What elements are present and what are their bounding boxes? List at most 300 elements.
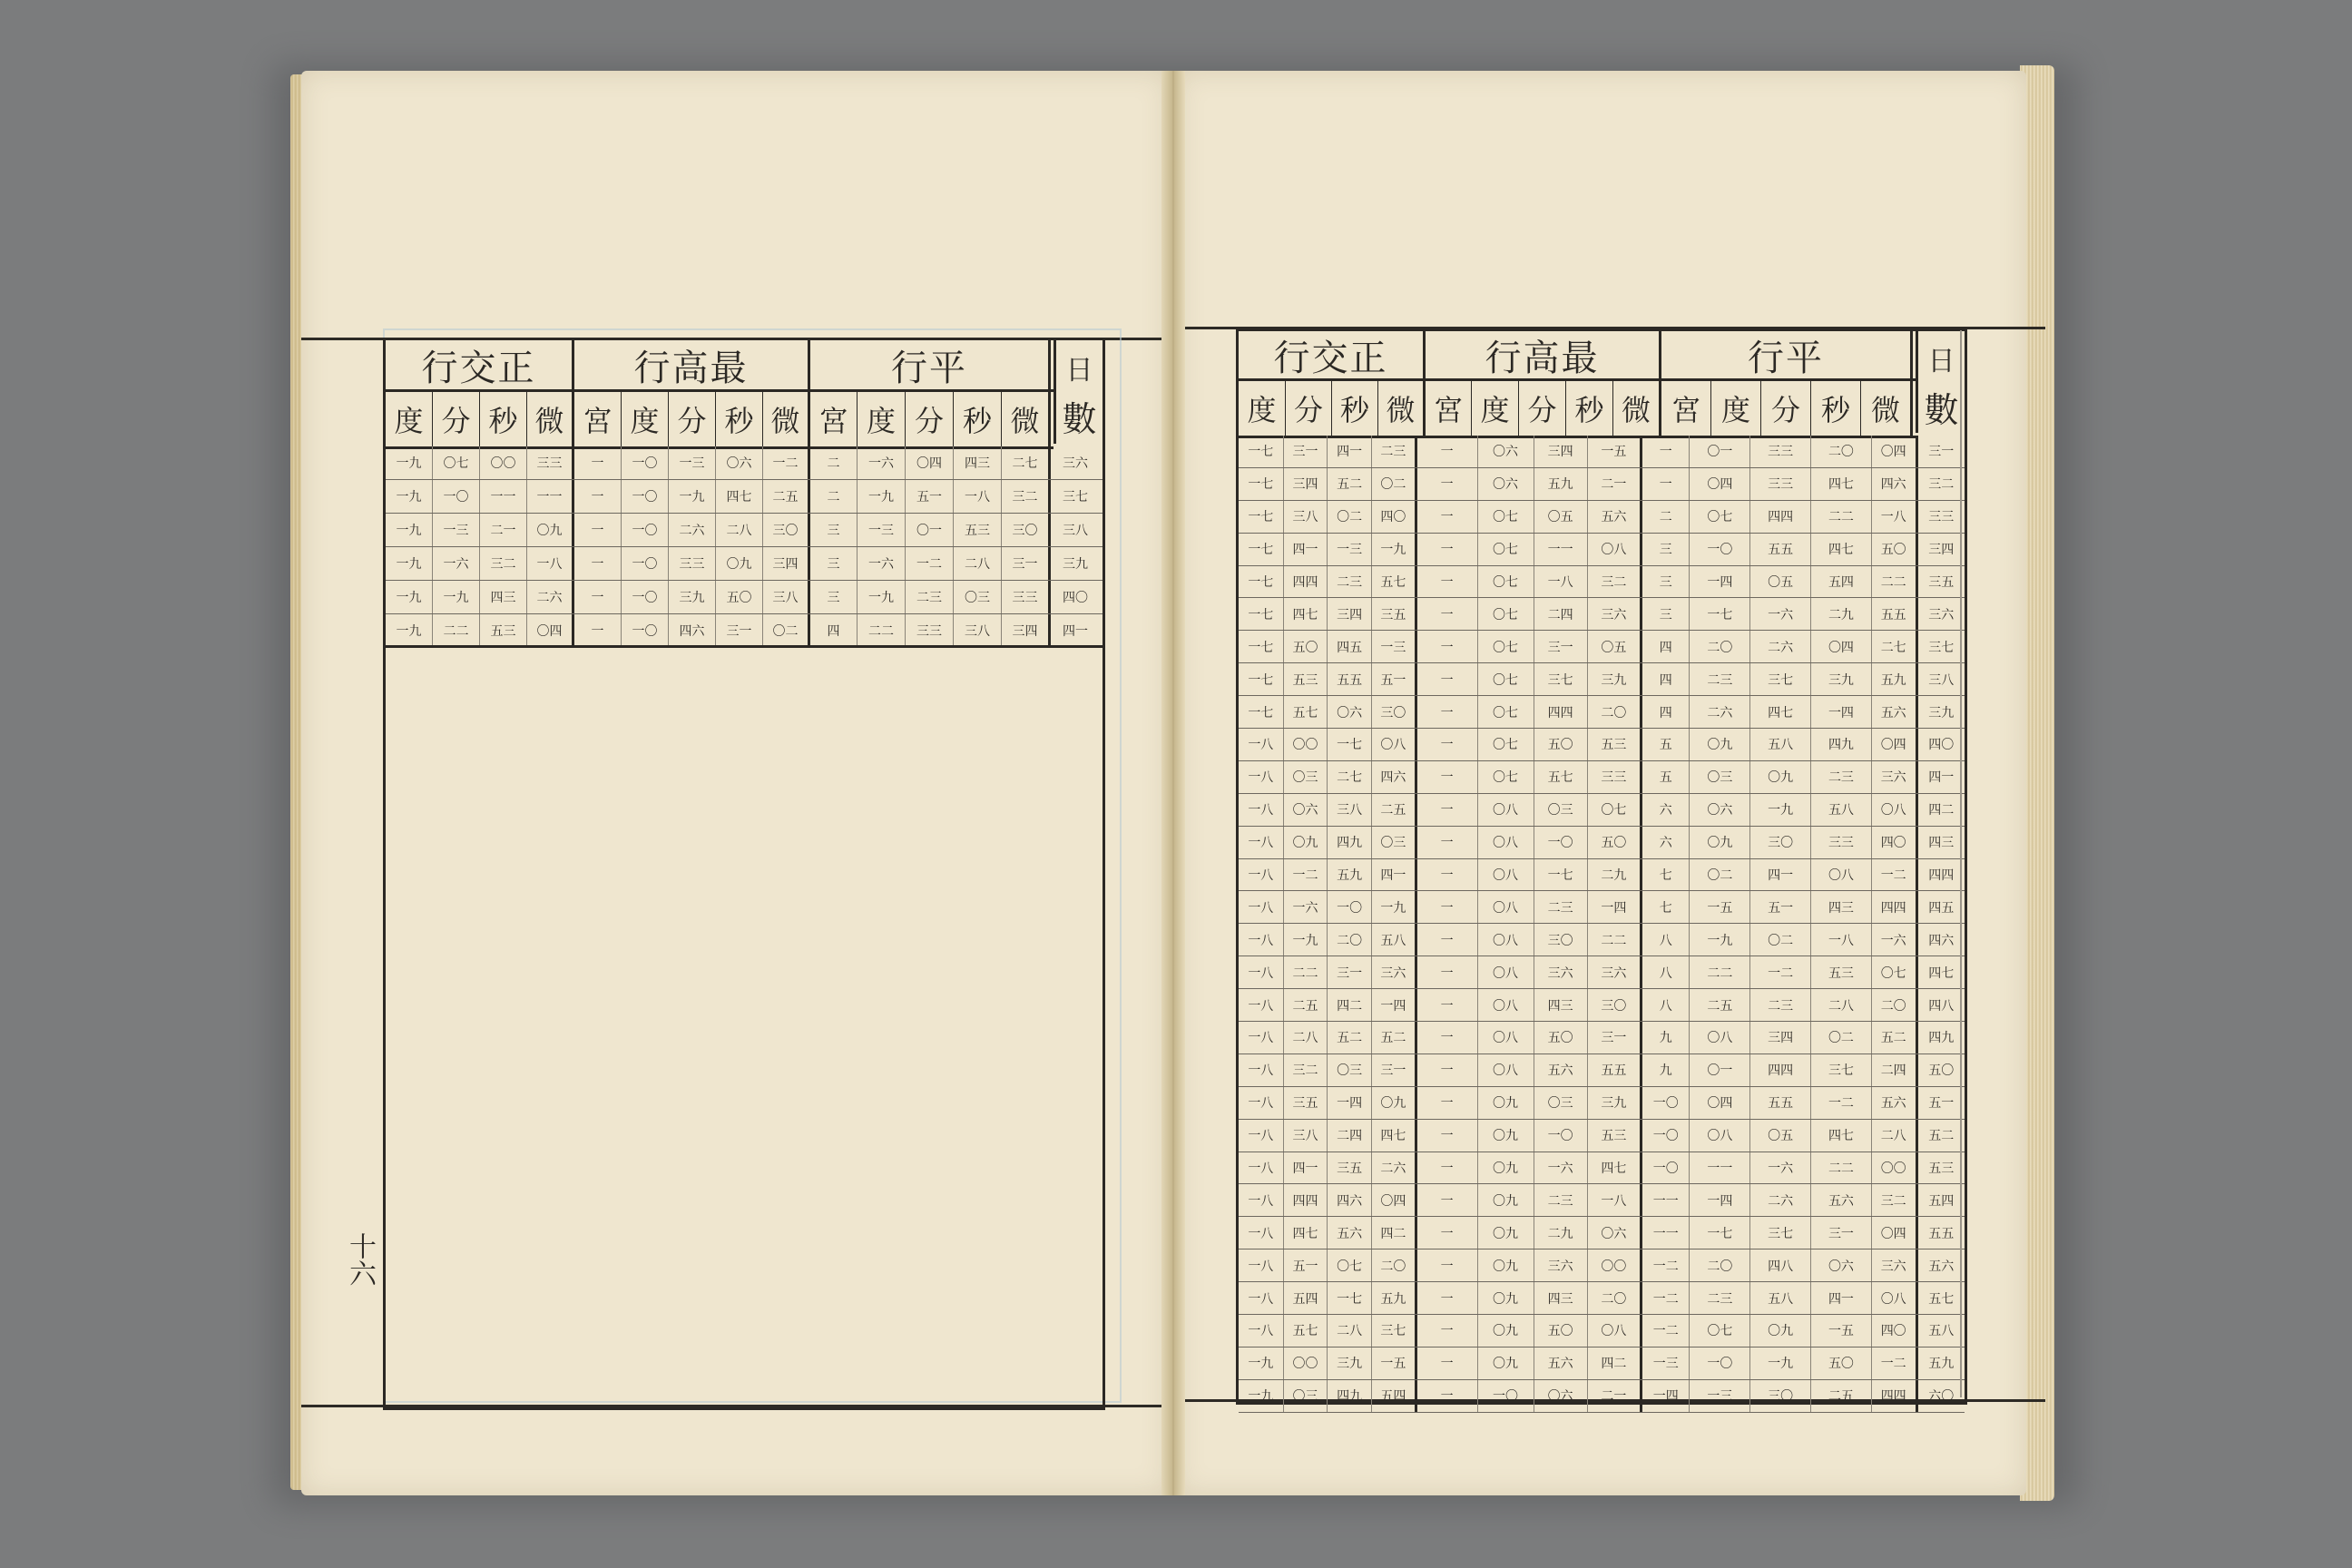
table-cell: 五八 bbox=[1750, 729, 1811, 760]
table-cell: 五五 bbox=[1750, 534, 1811, 565]
column-header: 度 bbox=[1472, 381, 1519, 436]
table-cell: 八 bbox=[1642, 924, 1690, 956]
table-cell: 〇八 bbox=[1478, 1054, 1534, 1086]
table-cell: 一〇 bbox=[622, 547, 669, 580]
table-cell: 五四 bbox=[1284, 1282, 1328, 1314]
table-cell: 五〇 bbox=[1811, 1348, 1872, 1379]
column-header: 微 bbox=[1613, 381, 1661, 436]
table-cell: 五五 bbox=[1328, 663, 1372, 695]
table-cell: 一 bbox=[1417, 1184, 1478, 1216]
table-cell: 一八 bbox=[1239, 729, 1284, 760]
table-cell: 二四 bbox=[1328, 1120, 1372, 1152]
group-title: 行交正 bbox=[421, 347, 536, 389]
table-cell: 〇四 bbox=[1690, 468, 1750, 500]
table-cell: 五二 bbox=[1328, 1022, 1372, 1054]
table-cell: 〇七 bbox=[1588, 794, 1642, 826]
table-cell: 一六 bbox=[1534, 1152, 1588, 1184]
day-label-2: 數 bbox=[1924, 390, 1959, 430]
table-cell: 一一 bbox=[1690, 1152, 1750, 1184]
column-header: 秒 bbox=[1566, 381, 1613, 436]
table-row bbox=[1239, 1348, 1965, 1380]
table-row bbox=[1239, 827, 1965, 859]
table-cell: 三二 bbox=[1588, 566, 1642, 598]
table-cell: 四六 bbox=[1328, 1184, 1372, 1216]
table-cell: 〇四 bbox=[527, 614, 574, 647]
column-header: 度 bbox=[858, 392, 906, 446]
table-cell: 三三 bbox=[1811, 827, 1872, 858]
table-cell: 〇八 bbox=[1478, 924, 1534, 956]
table-cell: 五九 bbox=[1872, 663, 1918, 695]
table-cell: 五〇 bbox=[1534, 729, 1588, 760]
table-cell: 〇八 bbox=[1478, 827, 1534, 858]
table-cell: 二七 bbox=[1328, 761, 1372, 793]
table-cell: 一八 bbox=[1239, 891, 1284, 923]
table-row bbox=[1239, 1282, 1965, 1315]
table-cell: 〇二 bbox=[1372, 468, 1417, 500]
table-cell: 〇六 bbox=[1284, 794, 1328, 826]
table-cell: 〇八 bbox=[1588, 534, 1642, 565]
column-header: 分 bbox=[1286, 381, 1332, 436]
table-cell: 五八 bbox=[1372, 924, 1417, 956]
table-cell: 一〇 bbox=[1642, 1120, 1690, 1152]
table-cell: 三九 bbox=[1328, 1348, 1372, 1379]
table-cell: 五一 bbox=[1284, 1250, 1328, 1281]
table-cell: 二〇 bbox=[1328, 924, 1372, 956]
table-cell: 二三 bbox=[1690, 663, 1750, 695]
table-cell: 五二 bbox=[1372, 1022, 1417, 1054]
table-cell: 一 bbox=[574, 514, 622, 546]
table-cell: 八 bbox=[1642, 989, 1690, 1021]
table-cell: 〇九 bbox=[1478, 1152, 1534, 1184]
table-cell: 二六 bbox=[1750, 631, 1811, 662]
table-cell: 一九 bbox=[1239, 1380, 1284, 1412]
table-cell: 一九 bbox=[1372, 891, 1417, 923]
table-cell: 三四 bbox=[1534, 436, 1588, 467]
day-number-cell: 三六 bbox=[1063, 456, 1088, 471]
table-cell: 一 bbox=[1417, 1380, 1478, 1412]
table-cell: 一八 bbox=[1239, 1120, 1284, 1152]
table-cell: 一七 bbox=[1328, 729, 1372, 760]
table-cell: 〇七 bbox=[1872, 956, 1918, 988]
table-cell: 一九 bbox=[858, 581, 906, 613]
table-cell: 〇三 bbox=[1284, 1380, 1328, 1412]
table-cell: 一九 bbox=[1372, 534, 1417, 565]
table-cell: 四四 bbox=[1872, 891, 1918, 923]
table-cell: 二一 bbox=[480, 514, 527, 546]
table-cell: 一四 bbox=[1811, 696, 1872, 728]
table-cell: 三 bbox=[1642, 566, 1690, 598]
table-cell: 一七 bbox=[1239, 534, 1284, 565]
table-cell: 一二 bbox=[1642, 1250, 1690, 1281]
day-number-cell: 五一 bbox=[1928, 1096, 1955, 1112]
table-cell: 〇九 bbox=[716, 547, 763, 580]
table-cell: 一七 bbox=[1328, 1282, 1372, 1314]
table-cell: 一 bbox=[1417, 891, 1478, 923]
table-cell: 一〇 bbox=[433, 480, 480, 513]
table-cell: 〇四 bbox=[1690, 1087, 1750, 1119]
table-cell: 一〇 bbox=[1690, 1348, 1750, 1379]
table-cell: 二九 bbox=[1588, 859, 1642, 891]
group-title: 行高最 bbox=[1485, 337, 1600, 379]
table-row bbox=[1239, 924, 1965, 956]
table-cell: 三〇 bbox=[1534, 924, 1588, 956]
table-cell: 〇九 bbox=[1478, 1250, 1534, 1281]
table-cell: 五〇 bbox=[1872, 534, 1918, 565]
table-cell: 〇七 bbox=[1478, 598, 1534, 630]
day-number-cell: 四八 bbox=[1928, 998, 1955, 1014]
table-cell: 一 bbox=[1417, 598, 1478, 630]
table-cell: 一 bbox=[1417, 534, 1478, 565]
table-cell: 一八 bbox=[1534, 566, 1588, 598]
table-cell: 一 bbox=[1417, 501, 1478, 533]
table-cell: 〇三 bbox=[1328, 1054, 1372, 1086]
table-cell: 二一 bbox=[1588, 1380, 1642, 1412]
table-row bbox=[1239, 729, 1965, 761]
table-cell: 〇四 bbox=[1872, 1217, 1918, 1249]
table-cell: 五五 bbox=[1750, 1087, 1811, 1119]
table-cell: 一一 bbox=[1534, 534, 1588, 565]
table-cell: 一 bbox=[1417, 436, 1478, 467]
table-cell: 一八 bbox=[1239, 859, 1284, 891]
column-header: 秒 bbox=[716, 392, 763, 446]
day-label-1: 日 bbox=[1927, 346, 1955, 377]
table-cell: 〇六 bbox=[1811, 1250, 1872, 1281]
day-number-cell: 三五 bbox=[1928, 575, 1955, 590]
table-cell: 五六 bbox=[1588, 501, 1642, 533]
table-cell: 二四 bbox=[1872, 1054, 1918, 1086]
table-cell: 四一 bbox=[1811, 1282, 1872, 1314]
left-header-groups bbox=[386, 340, 1051, 389]
table-cell: 一八 bbox=[1239, 1184, 1284, 1216]
table-cell: 三二 bbox=[480, 547, 527, 580]
table-cell: 二九 bbox=[1534, 1217, 1588, 1249]
table-cell: 四二 bbox=[1328, 989, 1372, 1021]
table-row bbox=[1239, 859, 1965, 892]
table-cell: 三六 bbox=[1872, 1250, 1918, 1281]
table-cell: 一四 bbox=[1328, 1087, 1372, 1119]
table-cell: 一〇 bbox=[622, 581, 669, 613]
table-cell: 四七 bbox=[1750, 696, 1811, 728]
table-cell: 〇三 bbox=[1534, 1087, 1588, 1119]
table-cell: 〇九 bbox=[1478, 1120, 1534, 1152]
table-cell: 三一 bbox=[1002, 547, 1051, 580]
table-cell: 一八 bbox=[1239, 1282, 1284, 1314]
table-cell: 〇七 bbox=[1690, 1315, 1750, 1347]
table-cell: 一一 bbox=[1642, 1217, 1690, 1249]
table-cell: 一 bbox=[1417, 956, 1478, 988]
table-cell: 六 bbox=[1642, 794, 1690, 826]
day-label-2: 數 bbox=[1062, 399, 1097, 439]
table-cell: 五二 bbox=[1872, 1022, 1918, 1054]
table-cell: 一九 bbox=[1750, 1348, 1811, 1379]
table-cell: 〇八 bbox=[1478, 989, 1534, 1021]
table-cell: 一 bbox=[1417, 761, 1478, 793]
table-row bbox=[1239, 891, 1965, 924]
table-row bbox=[1239, 794, 1965, 827]
left-table-body bbox=[386, 446, 1102, 648]
table-cell: 〇七 bbox=[1478, 696, 1534, 728]
column-header: 分 bbox=[1519, 381, 1566, 436]
table-cell: 四四 bbox=[1284, 566, 1328, 598]
table-cell: 二六 bbox=[669, 514, 716, 546]
table-cell: 一八 bbox=[1239, 761, 1284, 793]
column-header: 秒 bbox=[1811, 381, 1861, 436]
table-cell: 三 bbox=[810, 547, 858, 580]
table-cell: 一二 bbox=[1811, 1087, 1872, 1119]
table-cell: 五〇 bbox=[1284, 631, 1328, 662]
table-cell: 五一 bbox=[906, 480, 954, 513]
table-cell: 三八 bbox=[1328, 794, 1372, 826]
table-cell: 〇八 bbox=[1690, 1120, 1750, 1152]
table-cell: 四一 bbox=[1284, 1152, 1328, 1184]
table-cell: 四九 bbox=[1328, 1380, 1372, 1412]
table-cell: 三九 bbox=[669, 581, 716, 613]
table-cell: 〇六 bbox=[716, 446, 763, 479]
book-gutter bbox=[1161, 71, 1185, 1495]
table-cell: 一〇 bbox=[1534, 1120, 1588, 1152]
table-row bbox=[1239, 1315, 1965, 1348]
table-cell: 五三 bbox=[1588, 729, 1642, 760]
table-cell: 一二 bbox=[1284, 859, 1328, 891]
table-cell: 一 bbox=[1417, 729, 1478, 760]
table-cell: 〇九 bbox=[527, 514, 574, 546]
table-row bbox=[1239, 1184, 1965, 1217]
table-cell: 四三 bbox=[1811, 891, 1872, 923]
table-cell: 〇七 bbox=[1478, 501, 1534, 533]
table-cell: 一〇 bbox=[622, 446, 669, 479]
table-cell: 五九 bbox=[1328, 859, 1372, 891]
table-cell: 〇五 bbox=[1750, 1120, 1811, 1152]
table-cell: 〇九 bbox=[1690, 729, 1750, 760]
table-cell: 一〇 bbox=[1478, 1380, 1534, 1412]
column-header: 宮 bbox=[810, 392, 858, 446]
table-cell: 〇八 bbox=[1811, 859, 1872, 891]
table-cell: 三七 bbox=[1811, 1054, 1872, 1086]
table-cell: 四七 bbox=[1284, 598, 1328, 630]
table-cell: 〇四 bbox=[1872, 436, 1918, 467]
column-header: 秒 bbox=[954, 392, 1002, 446]
table-cell: 四七 bbox=[1284, 1217, 1328, 1249]
table-cell: 二三 bbox=[1534, 891, 1588, 923]
day-number-cell: 四五 bbox=[1928, 900, 1955, 916]
table-cell: 〇六 bbox=[1478, 468, 1534, 500]
table-cell: 〇二 bbox=[1811, 1022, 1872, 1054]
left-table bbox=[383, 338, 1105, 1410]
table-cell: 〇三 bbox=[954, 581, 1002, 613]
table-cell: 二二 bbox=[433, 614, 480, 647]
table-cell: 一 bbox=[1417, 1152, 1478, 1184]
table-cell: 一九 bbox=[386, 547, 433, 580]
day-number-cell: 四〇 bbox=[1928, 738, 1955, 753]
table-cell: 〇八 bbox=[1478, 956, 1534, 988]
table-cell: 一 bbox=[1417, 1282, 1478, 1314]
table-cell: 〇八 bbox=[1690, 1022, 1750, 1054]
table-row bbox=[1239, 989, 1965, 1022]
table-cell: 〇九 bbox=[1690, 827, 1750, 858]
table-cell: 一二 bbox=[1750, 956, 1811, 988]
table-cell: 〇九 bbox=[1478, 1087, 1534, 1119]
table-cell: 一九 bbox=[386, 446, 433, 479]
table-cell: 四〇 bbox=[1372, 501, 1417, 533]
day-number-cell: 三六 bbox=[1928, 607, 1955, 622]
table-cell: 一〇 bbox=[1642, 1152, 1690, 1184]
table-cell: 四七 bbox=[1372, 1120, 1417, 1152]
day-number-cell: 五七 bbox=[1928, 1291, 1955, 1307]
column-header: 宮 bbox=[1661, 381, 1711, 436]
table-row bbox=[1239, 956, 1965, 989]
table-cell: 二二 bbox=[1284, 956, 1328, 988]
table-cell: 〇〇 bbox=[1588, 1250, 1642, 1281]
table-cell: 二〇 bbox=[1872, 989, 1918, 1021]
group-title: 行高最 bbox=[633, 347, 749, 389]
table-cell: 〇八 bbox=[1588, 1315, 1642, 1347]
table-cell: 〇七 bbox=[1478, 631, 1534, 662]
table-cell: 二九 bbox=[1811, 598, 1872, 630]
left-notes-area bbox=[386, 645, 1102, 1407]
table-cell: 〇五 bbox=[1588, 631, 1642, 662]
table-cell: 一 bbox=[574, 446, 622, 479]
table-cell: 一 bbox=[1417, 1315, 1478, 1347]
table-cell: 〇二 bbox=[1750, 924, 1811, 956]
table-cell: 一 bbox=[1642, 436, 1690, 467]
right-table-body bbox=[1239, 436, 1965, 1413]
table-cell: 三六 bbox=[1534, 956, 1588, 988]
table-cell: 一七 bbox=[1239, 696, 1284, 728]
table-cell: 一 bbox=[574, 480, 622, 513]
table-cell: 一八 bbox=[527, 547, 574, 580]
table-cell: 五七 bbox=[1372, 566, 1417, 598]
table-cell: 二六 bbox=[1750, 1184, 1811, 1216]
table-cell: 一八 bbox=[1872, 501, 1918, 533]
table-cell: 〇四 bbox=[906, 446, 954, 479]
table-cell: 四四 bbox=[1534, 696, 1588, 728]
table-cell: 一四 bbox=[1690, 566, 1750, 598]
table-cell: 〇八 bbox=[1478, 1022, 1534, 1054]
table-cell: 四七 bbox=[1811, 1120, 1872, 1152]
table-row bbox=[386, 446, 1102, 480]
table-cell: 一六 bbox=[1284, 891, 1328, 923]
table-cell: 〇二 bbox=[1690, 859, 1750, 891]
table-cell: 〇六 bbox=[1588, 1217, 1642, 1249]
column-header: 秒 bbox=[480, 392, 527, 446]
table-cell: 三七 bbox=[1534, 663, 1588, 695]
group-title: 行平 bbox=[891, 347, 967, 389]
table-cell: 二〇 bbox=[1588, 1282, 1642, 1314]
table-cell: 三三 bbox=[1002, 581, 1051, 613]
day-number-cell: 三九 bbox=[1928, 705, 1955, 720]
table-cell: 三二 bbox=[1284, 1054, 1328, 1086]
table-cell: 一四 bbox=[1690, 1184, 1750, 1216]
table-cell: 二六 bbox=[1372, 1152, 1417, 1184]
table-row bbox=[386, 547, 1102, 581]
table-cell: 〇八 bbox=[1478, 891, 1534, 923]
table-cell: 三一 bbox=[1372, 1054, 1417, 1086]
day-number-cell: 五三 bbox=[1928, 1161, 1955, 1177]
table-cell: 四六 bbox=[1872, 468, 1918, 500]
table-cell: 六 bbox=[1642, 827, 1690, 858]
table-cell: 〇九 bbox=[1372, 1087, 1417, 1119]
table-cell: 五九 bbox=[1534, 468, 1588, 500]
table-cell: 三六 bbox=[1372, 956, 1417, 988]
table-cell: 一九 bbox=[1239, 1348, 1284, 1379]
table-cell: 一〇 bbox=[1328, 891, 1372, 923]
day-number-cell: 三八 bbox=[1928, 672, 1955, 688]
table-cell: 一〇 bbox=[622, 480, 669, 513]
table-cell: 一七 bbox=[1534, 859, 1588, 891]
table-cell: 五六 bbox=[1811, 1184, 1872, 1216]
table-cell: 二二 bbox=[1690, 956, 1750, 988]
day-number-cell: 四一 bbox=[1063, 624, 1088, 639]
table-cell: 二二 bbox=[858, 614, 906, 647]
table-cell: 一四 bbox=[1588, 891, 1642, 923]
table-cell: 一八 bbox=[1239, 956, 1284, 988]
table-cell: 一九 bbox=[1750, 794, 1811, 826]
table-cell: 四 bbox=[1642, 631, 1690, 662]
table-cell: 〇九 bbox=[1478, 1217, 1534, 1249]
table-cell: 四四 bbox=[1750, 501, 1811, 533]
table-cell: 一〇 bbox=[622, 614, 669, 647]
table-cell: 五〇 bbox=[1534, 1022, 1588, 1054]
table-row bbox=[1239, 468, 1965, 501]
day-number-cell: 五五 bbox=[1928, 1226, 1955, 1241]
table-cell: 一〇 bbox=[622, 514, 669, 546]
table-cell: 一九 bbox=[1284, 924, 1328, 956]
table-cell: 一 bbox=[1417, 696, 1478, 728]
table-cell: 三六 bbox=[1588, 956, 1642, 988]
table-cell: 三八 bbox=[1284, 1120, 1328, 1152]
table-cell: 八 bbox=[1642, 956, 1690, 988]
table-cell: 〇七 bbox=[433, 446, 480, 479]
table-row bbox=[1239, 566, 1965, 599]
table-row bbox=[1239, 1120, 1965, 1152]
table-cell: 〇八 bbox=[1478, 794, 1534, 826]
day-number-cell: 三七 bbox=[1063, 490, 1088, 505]
table-cell: 五六 bbox=[1872, 1087, 1918, 1119]
table-cell: 三四 bbox=[1002, 614, 1051, 647]
table-cell: 五 bbox=[1642, 729, 1690, 760]
table-cell: 一 bbox=[1417, 663, 1478, 695]
table-cell: 一二 bbox=[1642, 1282, 1690, 1314]
table-cell: 〇九 bbox=[1478, 1348, 1534, 1379]
table-cell: 二八 bbox=[716, 514, 763, 546]
table-cell: 二 bbox=[1642, 501, 1690, 533]
table-cell: 五〇 bbox=[1534, 1315, 1588, 1347]
table-cell: 二六 bbox=[527, 581, 574, 613]
table-cell: 一五 bbox=[1811, 1315, 1872, 1347]
table-cell: 一 bbox=[574, 547, 622, 580]
table-cell: 三一 bbox=[1588, 1022, 1642, 1054]
table-cell: 五六 bbox=[1534, 1054, 1588, 1086]
table-cell: 四一 bbox=[1750, 859, 1811, 891]
table-cell: 二五 bbox=[1284, 989, 1328, 1021]
table-cell: 〇三 bbox=[1284, 761, 1328, 793]
table-cell: 二八 bbox=[954, 547, 1002, 580]
column-header: 度 bbox=[1711, 381, 1761, 436]
table-cell: 五三 bbox=[1284, 663, 1328, 695]
table-cell: 一六 bbox=[1750, 1152, 1811, 1184]
table-cell: 一 bbox=[1417, 468, 1478, 500]
table-cell: 七 bbox=[1642, 859, 1690, 891]
table-cell: 二〇 bbox=[1588, 696, 1642, 728]
table-cell: 三五 bbox=[1372, 598, 1417, 630]
table-cell: 一二 bbox=[1642, 1315, 1690, 1347]
table-cell: 一八 bbox=[1239, 1054, 1284, 1086]
table-cell: 三五 bbox=[1328, 1152, 1372, 1184]
table-cell: 三〇 bbox=[1750, 1380, 1811, 1412]
day-column-header bbox=[1916, 331, 1965, 433]
right-table bbox=[1236, 328, 1967, 1405]
table-cell: 三五 bbox=[1284, 1087, 1328, 1119]
